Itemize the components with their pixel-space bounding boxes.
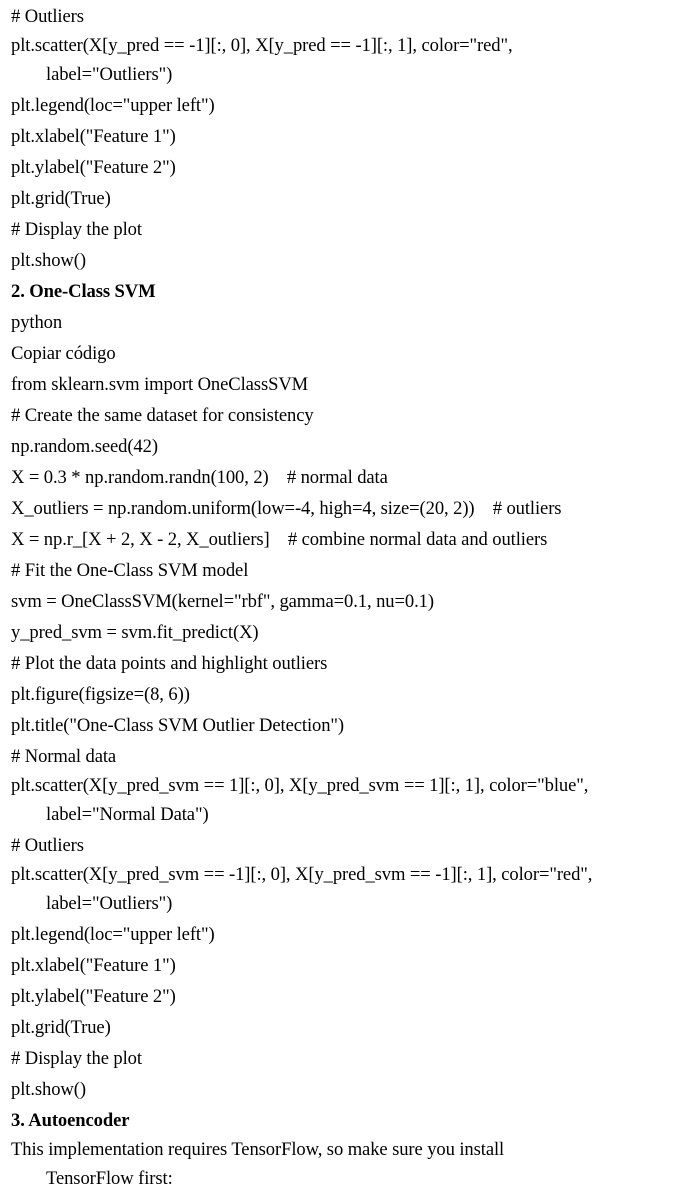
text-line: svm = OneClassSVM(kernel="rbf", gamma=0.1, nu=0.1) <box>11 591 434 612</box>
text-line: # Create the same dataset for consistency <box>11 405 314 426</box>
text-line: plt.legend(loc="upper left") <box>11 95 215 116</box>
text-line: plt.ylabel("Feature 2") <box>11 986 176 1007</box>
text-line: from sklearn.svm import OneClassSVM <box>11 374 309 395</box>
text-line: plt.show() <box>11 250 86 271</box>
text-line: X = 0.3 * np.random.randn(100, 2) # normal data <box>11 467 388 488</box>
text-line-continuation: label="Outliers") <box>46 893 173 914</box>
text-line: plt.grid(True) <box>11 1017 111 1038</box>
text-line: python <box>11 312 63 333</box>
text-line: plt.grid(True) <box>11 188 111 209</box>
text-line: # Outliers <box>11 6 84 27</box>
document-page <box>0 1 678 1194</box>
text-line: # Fit the One-Class SVM model <box>11 560 249 581</box>
text-line: X = np.r_[X + 2, X - 2, X_outliers] # combine normal data and outliers <box>11 529 548 550</box>
text-line: plt.xlabel("Feature 1") <box>11 955 176 976</box>
text-line: plt.ylabel("Feature 2") <box>11 157 176 178</box>
text-line: # Normal data <box>11 746 117 767</box>
text-line: X_outliers = np.random.uniform(low=-4, high=4, size=(20, 2)) # outliers <box>11 498 562 519</box>
text-line: # Display the plot <box>11 219 142 240</box>
text-line-continuation: TensorFlow first: <box>46 1168 173 1189</box>
text-line: # Plot the data points and highlight outliers <box>11 653 328 674</box>
text-line: plt.scatter(X[y_pred == -1][:, 0], X[y_pred == -1][:, 1], color="red", <box>11 35 513 56</box>
text-line-continuation: label="Normal Data") <box>46 804 209 825</box>
text-line: plt.show() <box>11 1079 86 1100</box>
text-line: np.random.seed(42) <box>11 436 158 457</box>
text-line: plt.title("One-Class SVM Outlier Detection") <box>11 715 345 736</box>
text-line: # Outliers <box>11 835 84 856</box>
text-line-continuation: label="Outliers") <box>46 64 173 85</box>
text-line: # Display the plot <box>11 1048 142 1069</box>
text-line: This implementation requires TensorFlow, so make sure you install <box>11 1139 505 1160</box>
text-line: y_pred_svm = svm.fit_predict(X) <box>11 622 259 643</box>
section-heading: 2. One-Class SVM <box>11 281 156 302</box>
section-heading: 3. Autoencoder <box>11 1110 130 1131</box>
text-line: plt.scatter(X[y_pred_svm == -1][:, 0], X[y_pred_svm == -1][:, 1], color="red", <box>11 864 593 885</box>
text-line: plt.scatter(X[y_pred_svm == 1][:, 0], X[y_pred_svm == 1][:, 1], color="blue", <box>11 775 589 796</box>
text-line: Copiar código <box>11 343 116 364</box>
text-line: plt.xlabel("Feature 1") <box>11 126 176 147</box>
text-line: plt.figure(figsize=(8, 6)) <box>11 684 190 705</box>
text-line: plt.legend(loc="upper left") <box>11 924 215 945</box>
